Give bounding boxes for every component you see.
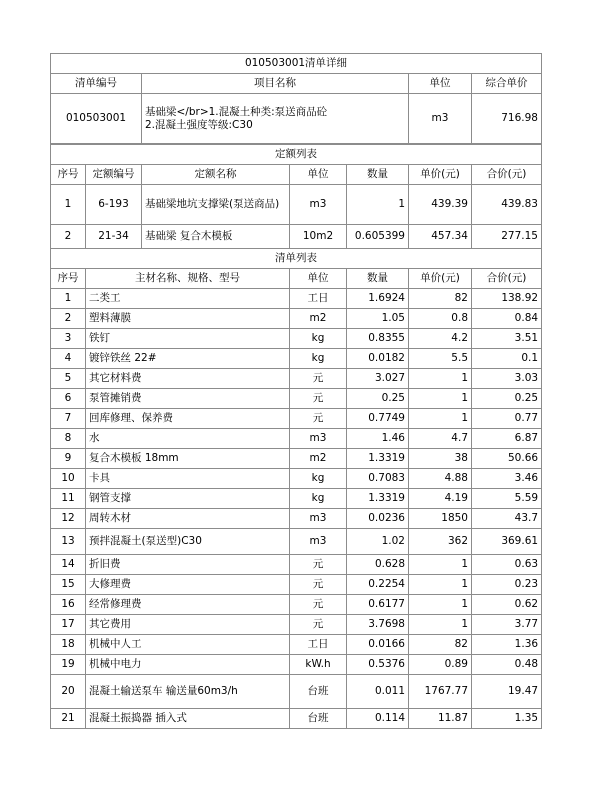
table-row (51, 655, 542, 675)
bill-price: 716.98 (472, 94, 542, 144)
material-no: 16 (51, 595, 86, 615)
table-row (51, 555, 542, 575)
material-price: 1 (409, 409, 472, 429)
quota-code: 6-193 (86, 185, 142, 225)
materials-header-row (51, 269, 542, 289)
material-unit: 元 (290, 409, 347, 429)
material-qty: 0.25 (347, 389, 409, 409)
quota-table (50, 144, 542, 249)
material-no: 6 (51, 389, 86, 409)
table-row (51, 225, 542, 249)
quota-col-name: 定额名称 (142, 165, 290, 185)
table-row (51, 575, 542, 595)
material-price: 0.89 (409, 655, 472, 675)
material-unit: 工日 (290, 635, 347, 655)
material-qty: 3.7698 (347, 615, 409, 635)
material-price: 1850 (409, 509, 472, 529)
material-name: 其它费用 (86, 615, 290, 635)
table-row (51, 429, 542, 449)
material-unit: 元 (290, 389, 347, 409)
material-qty: 0.628 (347, 555, 409, 575)
quota-qty: 1 (347, 185, 409, 225)
quota-header-row (51, 165, 542, 185)
material-qty: 3.027 (347, 369, 409, 389)
material-name: 混凝土输送泵车 输送量60m3/h (86, 675, 290, 709)
material-total: 0.25 (472, 389, 542, 409)
bill-unit: m3 (409, 94, 472, 144)
material-no: 10 (51, 469, 86, 489)
material-name: 复合木模板 18mm (86, 449, 290, 469)
material-qty: 1.3319 (347, 489, 409, 509)
table-row (51, 349, 542, 369)
material-unit: m3 (290, 509, 347, 529)
material-total: 138.92 (472, 289, 542, 309)
material-qty: 0.0236 (347, 509, 409, 529)
material-name: 预拌混凝土(泵送型)C30 (86, 529, 290, 555)
bill-code: 010503001 (51, 94, 142, 144)
col-header-name: 项目名称 (142, 74, 409, 94)
material-price: 4.19 (409, 489, 472, 509)
material-total: 3.03 (472, 369, 542, 389)
material-no: 20 (51, 675, 86, 709)
table-row (51, 635, 542, 655)
material-no: 21 (51, 709, 86, 729)
table-row (51, 389, 542, 409)
quota-unit: m3 (290, 185, 347, 225)
material-qty: 0.0166 (347, 635, 409, 655)
material-qty: 1.3319 (347, 449, 409, 469)
material-price: 82 (409, 635, 472, 655)
material-unit: 元 (290, 615, 347, 635)
material-price: 0.8 (409, 309, 472, 329)
material-price: 362 (409, 529, 472, 555)
material-unit: 工日 (290, 289, 347, 309)
material-price: 1 (409, 595, 472, 615)
bill-row (51, 94, 542, 144)
material-total: 19.47 (472, 675, 542, 709)
material-no: 12 (51, 509, 86, 529)
material-unit: 元 (290, 595, 347, 615)
quota-total: 439.83 (472, 185, 542, 225)
col-header-code: 清单编号 (51, 74, 142, 94)
col-header-price: 综合单价 (472, 74, 542, 94)
material-name: 周转木材 (86, 509, 290, 529)
material-price: 4.2 (409, 329, 472, 349)
material-qty: 1.6924 (347, 289, 409, 309)
bill-name-line1: 基础梁</br>1.混凝土种类:泵送商品砼 (145, 105, 328, 118)
material-unit: kg (290, 489, 347, 509)
material-total: 6.87 (472, 429, 542, 449)
material-total: 0.48 (472, 655, 542, 675)
material-price: 38 (409, 449, 472, 469)
material-qty: 0.6177 (347, 595, 409, 615)
quota-col-price: 单价(元) (409, 165, 472, 185)
material-qty: 0.011 (347, 675, 409, 709)
material-name: 折旧费 (86, 555, 290, 575)
material-unit: 台班 (290, 675, 347, 709)
material-name: 卡具 (86, 469, 290, 489)
material-name: 镀锌铁丝 22# (86, 349, 290, 369)
table-row (51, 289, 542, 309)
material-name: 经常修理费 (86, 595, 290, 615)
quota-unit: 10m2 (290, 225, 347, 249)
table-row (51, 529, 542, 555)
table-row (51, 595, 542, 615)
quota-name: 基础梁 复合木模板 (142, 225, 290, 249)
material-unit: 元 (290, 555, 347, 575)
material-unit: kg (290, 329, 347, 349)
table-row (51, 409, 542, 429)
material-total: 3.51 (472, 329, 542, 349)
quota-code: 21-34 (86, 225, 142, 249)
material-no: 8 (51, 429, 86, 449)
material-total: 3.77 (472, 615, 542, 635)
table-row (51, 615, 542, 635)
quota-no: 2 (51, 225, 86, 249)
material-unit: 台班 (290, 709, 347, 729)
quota-total: 277.15 (472, 225, 542, 249)
bill-detail-table (50, 53, 542, 144)
material-total: 0.77 (472, 409, 542, 429)
material-total: 0.84 (472, 309, 542, 329)
material-unit: kW.h (290, 655, 347, 675)
material-unit: kg (290, 349, 347, 369)
material-name: 机械中人工 (86, 635, 290, 655)
quota-col-total: 合价(元) (472, 165, 542, 185)
material-no: 13 (51, 529, 86, 555)
material-name: 铁钉 (86, 329, 290, 349)
quota-title: 定额列表 (51, 145, 542, 165)
material-no: 2 (51, 309, 86, 329)
materials-col-no: 序号 (51, 269, 86, 289)
materials-body (51, 289, 542, 729)
material-qty: 1.05 (347, 309, 409, 329)
material-total: 0.62 (472, 595, 542, 615)
material-name: 钢管支撑 (86, 489, 290, 509)
material-no: 11 (51, 489, 86, 509)
material-price: 82 (409, 289, 472, 309)
materials-col-price: 单价(元) (409, 269, 472, 289)
table-row (51, 329, 542, 349)
material-total: 50.66 (472, 449, 542, 469)
quota-qty: 0.605399 (347, 225, 409, 249)
material-total: 5.59 (472, 489, 542, 509)
material-no: 5 (51, 369, 86, 389)
materials-col-name: 主材名称、规格、型号 (86, 269, 290, 289)
material-qty: 0.114 (347, 709, 409, 729)
table-row (51, 449, 542, 469)
material-name: 其它材料费 (86, 369, 290, 389)
materials-col-unit: 单位 (290, 269, 347, 289)
material-unit: m3 (290, 529, 347, 555)
material-name: 大修理费 (86, 575, 290, 595)
material-no: 9 (51, 449, 86, 469)
material-total: 0.1 (472, 349, 542, 369)
materials-title: 清单列表 (51, 249, 542, 269)
material-qty: 0.7749 (347, 409, 409, 429)
material-no: 15 (51, 575, 86, 595)
table-row (51, 185, 542, 225)
material-price: 1 (409, 369, 472, 389)
col-header-unit: 单位 (409, 74, 472, 94)
table-row (51, 309, 542, 329)
material-unit: 元 (290, 575, 347, 595)
material-name: 机械中电力 (86, 655, 290, 675)
table-row (51, 369, 542, 389)
material-unit: m3 (290, 429, 347, 449)
bill-detail-title: 010503001清单详细 (51, 54, 542, 74)
material-no: 19 (51, 655, 86, 675)
material-name: 二类工 (86, 289, 290, 309)
material-qty: 0.8355 (347, 329, 409, 349)
material-no: 7 (51, 409, 86, 429)
material-total: 369.61 (472, 529, 542, 555)
materials-col-total: 合价(元) (472, 269, 542, 289)
material-qty: 0.5376 (347, 655, 409, 675)
bill-name (142, 94, 409, 144)
table-row (51, 675, 542, 709)
material-price: 1 (409, 555, 472, 575)
material-name: 塑料薄膜 (86, 309, 290, 329)
material-unit: m2 (290, 309, 347, 329)
material-total: 1.36 (472, 635, 542, 655)
material-total: 3.46 (472, 469, 542, 489)
material-no: 3 (51, 329, 86, 349)
materials-table (50, 248, 542, 729)
material-price: 11.87 (409, 709, 472, 729)
table-row (51, 709, 542, 729)
quota-col-code: 定额编号 (86, 165, 142, 185)
material-no: 14 (51, 555, 86, 575)
bill-name-line2: 2.混凝土强度等级:C30 (145, 118, 253, 131)
material-qty: 0.2254 (347, 575, 409, 595)
material-price: 1 (409, 389, 472, 409)
quota-col-no: 序号 (51, 165, 86, 185)
material-qty: 0.7083 (347, 469, 409, 489)
material-unit: kg (290, 469, 347, 489)
material-unit: m2 (290, 449, 347, 469)
material-price: 4.7 (409, 429, 472, 449)
material-no: 1 (51, 289, 86, 309)
material-total: 43.7 (472, 509, 542, 529)
quota-col-qty: 数量 (347, 165, 409, 185)
quota-no: 1 (51, 185, 86, 225)
material-total: 0.63 (472, 555, 542, 575)
table-row (51, 509, 542, 529)
material-no: 4 (51, 349, 86, 369)
material-no: 17 (51, 615, 86, 635)
quota-name: 基础梁地坑支撑梁(泵送商品) (142, 185, 290, 225)
quota-price: 439.39 (409, 185, 472, 225)
material-price: 1 (409, 575, 472, 595)
material-name: 混凝土振捣器 插入式 (86, 709, 290, 729)
material-no: 18 (51, 635, 86, 655)
material-name: 泵管摊销费 (86, 389, 290, 409)
material-qty: 1.02 (347, 529, 409, 555)
material-name: 回库修理、保养费 (86, 409, 290, 429)
material-total: 0.23 (472, 575, 542, 595)
quota-price: 457.34 (409, 225, 472, 249)
table-row (51, 469, 542, 489)
material-unit: 元 (290, 369, 347, 389)
material-qty: 1.46 (347, 429, 409, 449)
material-name: 水 (86, 429, 290, 449)
materials-col-qty: 数量 (347, 269, 409, 289)
quota-col-unit: 单位 (290, 165, 347, 185)
material-qty: 0.0182 (347, 349, 409, 369)
material-price: 1 (409, 615, 472, 635)
material-price: 1767.77 (409, 675, 472, 709)
material-total: 1.35 (472, 709, 542, 729)
material-price: 4.88 (409, 469, 472, 489)
table-row (51, 489, 542, 509)
material-price: 5.5 (409, 349, 472, 369)
